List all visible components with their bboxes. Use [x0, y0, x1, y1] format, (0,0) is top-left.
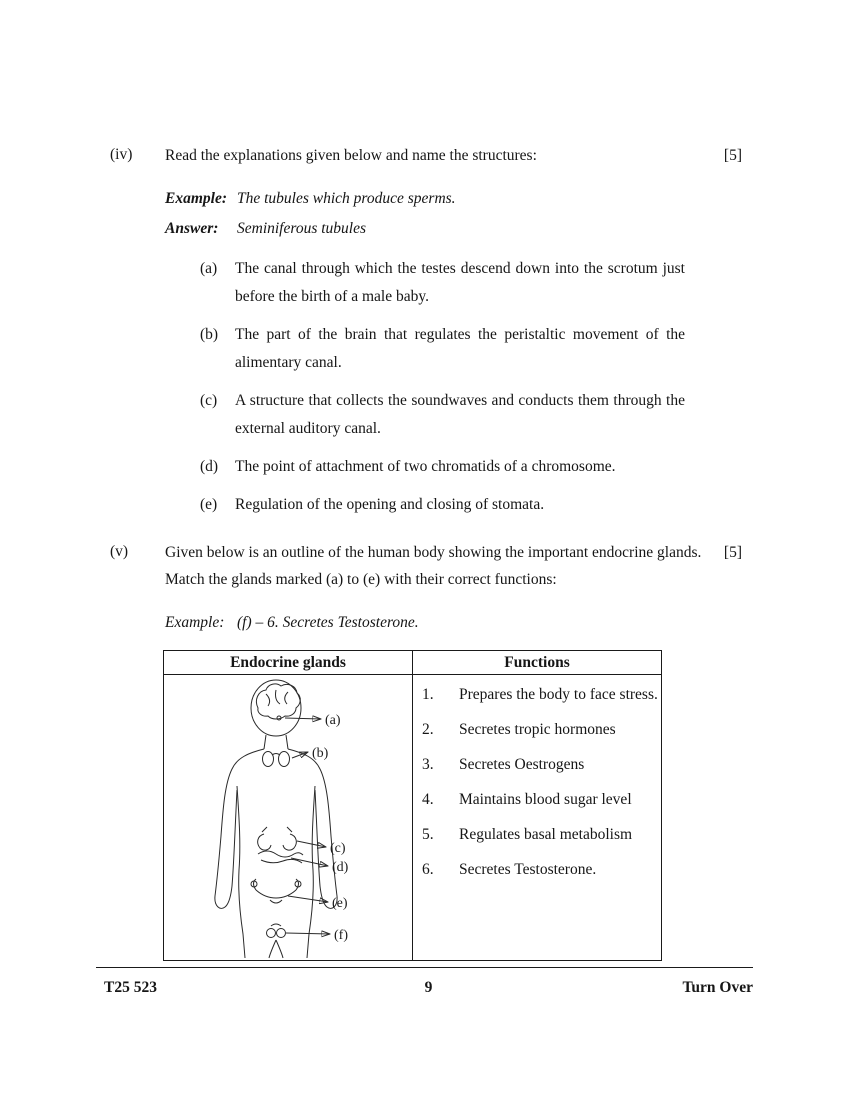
question-v	[110, 539, 742, 961]
item-label: (a)	[200, 260, 218, 277]
marks-badge: [5]	[723, 544, 742, 561]
paper-code: T25 523	[104, 979, 157, 996]
example-text: (f) – 6. Secretes Testosterone.	[237, 614, 419, 631]
function-item	[422, 754, 661, 775]
function-item	[422, 789, 661, 810]
column-header-endocrine-glands: Endocrine glands	[164, 651, 413, 675]
example-text: The tubules which produce sperms.	[237, 190, 456, 207]
function-number: 4.	[422, 791, 434, 808]
diagram-label-b: (b)	[312, 746, 329, 761]
list-item	[165, 255, 742, 311]
table-body-row	[164, 675, 662, 961]
brain-shape	[256, 684, 300, 720]
item-text: The canal through which the testes descend down into the scrotum just before the birth of a male baby.	[235, 260, 685, 305]
question-text: Read the explanations given below and name the structures:	[165, 147, 537, 164]
question-number: (v)	[110, 543, 129, 560]
question-iv-items	[165, 255, 742, 519]
diagram-cell	[164, 675, 413, 961]
function-text: Secretes tropic hormones	[459, 721, 616, 738]
page-footer	[96, 979, 753, 997]
question-text: Given below is an outline of the human body showing the important endocrine glands. Match the glands marked (a) to (e) with their correct functions:	[165, 544, 702, 588]
marks-badge: [5]	[723, 147, 742, 164]
thyroid-gland	[263, 752, 290, 767]
function-text: Secretes Testosterone.	[459, 861, 597, 878]
footer-divider	[96, 967, 753, 968]
diagram-label-a: (a)	[325, 713, 341, 728]
function-item	[422, 719, 661, 740]
function-number: 2.	[422, 721, 434, 738]
diagram-label-d: (d)	[332, 860, 349, 875]
glands-table	[163, 650, 662, 961]
question-v-row	[110, 539, 742, 961]
list-item	[165, 321, 742, 377]
item-label: (c)	[200, 392, 218, 409]
function-text: Secretes Oestrogens	[459, 756, 585, 773]
column-header-functions: Functions	[413, 651, 662, 675]
example-label: Example:	[165, 190, 227, 207]
diagram-label-f: (f)	[334, 928, 348, 943]
function-number: 3.	[422, 756, 434, 773]
item-text: The point of attachment of two chromatids of a chromosome.	[235, 458, 616, 475]
example-label: Example:	[165, 614, 225, 631]
function-item	[422, 859, 661, 880]
item-text: Regulation of the opening and closing of stomata.	[235, 496, 545, 513]
question-body	[165, 539, 742, 961]
function-number: 5.	[422, 826, 434, 843]
example-line	[165, 609, 742, 636]
page-content	[110, 142, 742, 961]
diagram-label-c: (c)	[330, 841, 346, 856]
adrenal-pancreas-shapes	[258, 827, 303, 863]
function-number: 1.	[422, 686, 434, 703]
answer-label: Answer:	[165, 220, 219, 237]
question-text-row	[165, 539, 742, 593]
function-text: Prepares the body to face stress.	[459, 686, 658, 703]
question-text-row	[165, 142, 742, 169]
example-line	[165, 185, 742, 212]
question-number: (iv)	[110, 146, 133, 163]
ovaries-shape	[251, 879, 301, 903]
item-text: The part of the brain that regulates the peristaltic movement of the alimentary canal.	[235, 326, 685, 371]
function-text: Regulates basal metabolism	[459, 826, 633, 843]
answer-line	[165, 215, 742, 242]
turn-over-label: Turn Over	[682, 979, 753, 996]
page-number: 9	[424, 979, 433, 996]
functions-cell	[413, 675, 662, 961]
testes-shape	[267, 924, 286, 938]
function-text: Maintains blood sugar level	[459, 791, 632, 808]
list-item	[165, 387, 742, 443]
function-number: 6.	[422, 861, 434, 878]
neck-lines	[264, 735, 288, 749]
question-iv-row	[110, 142, 742, 539]
table-header-row	[164, 651, 662, 675]
question-body	[165, 142, 742, 539]
item-label: (d)	[200, 458, 219, 475]
item-label: (b)	[200, 326, 219, 343]
item-text: A structure that collects the soundwaves and conducts them through the external auditory canal.	[235, 392, 685, 437]
human-body-diagram	[188, 678, 388, 960]
list-item	[165, 491, 742, 519]
list-item	[165, 453, 742, 481]
answer-text: Seminiferous tubules	[237, 220, 367, 237]
item-label: (e)	[200, 496, 218, 513]
question-iv	[110, 142, 742, 539]
function-item	[422, 684, 661, 705]
function-item	[422, 824, 661, 845]
diagram-label-e: (e)	[332, 896, 348, 911]
